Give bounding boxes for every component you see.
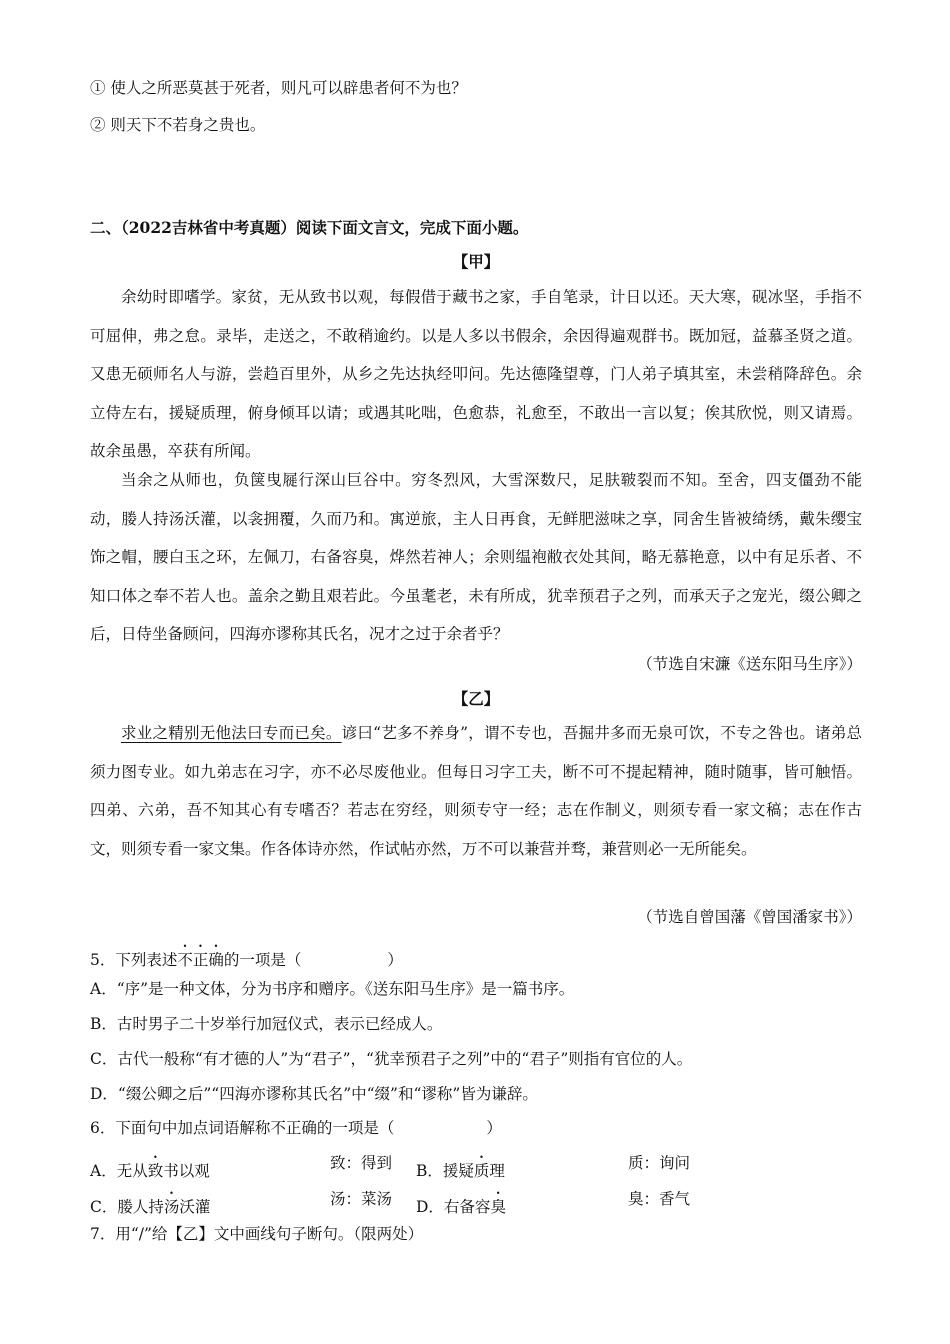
q6-option-c-answer: 汤：菜汤 — [330, 1190, 393, 1208]
q5-emphasis: 不正确 — [177, 951, 224, 969]
yi-paragraph — [90, 714, 862, 868]
underlined-sentence: 求业之精别无他法曰专而已矣。 — [121, 724, 342, 742]
yi-title: 【乙】 — [452, 689, 500, 708]
yi-paragraph-rest: 谚曰“艺多不养身”，谓不专也，吾掘井多而无泉可饮，不专之咎也。诸弟总须力图专业。如九弟志在习字，亦不必尽废他业。但每日习字工夫，断不可不提起精神，随时随事，皆可触悟。四弟、六弟，吾不知其心有专嗜否？若志在穷经，则须专守一经；志在作制义，则须专看一家文稿；志在作古文，则须专看一家文集。作各体诗亦然，作试帖亦然，万不可以兼营并骛，兼营则必一无所能矣。 — [90, 724, 862, 858]
q7-stem: 7．用“/”给【乙】文中画线句子断句。（限两处） — [90, 1225, 424, 1243]
section-heading: 二、（2022吉林省中考真题）阅读下面文言文，完成下面小题。 — [90, 218, 529, 237]
q6-option-b: B．援疑质理 — [416, 1162, 505, 1180]
q6-option-d: D．右备容臭 — [416, 1198, 506, 1216]
jia-title: 【甲】 — [452, 252, 500, 271]
q5-option-c: C．古代一般称“有才德的人”为“君子”，“犹幸预君子之列”中的“君子”则指有官位的人。 — [90, 1050, 693, 1068]
jia-paragraph-1: 余幼时即嗜学。家贫，无从致书以观，每假借于藏书之家，手自笔录，计日以还。天大寒，砚冰坚，手指不可屈伸，弗之怠。录毕，走送之，不敢稍逾约。以是人多以书假余，余因得遍观群书。既加冠，益慕圣贤之道。又患无硕师名人与游，尝趋百里外，从乡之先达执经叩问。先达德隆望尊，门人弟子填其室，未尝稍降辞色。余立侍左右，援疑质理，俯身倾耳以请；或遇其叱咄，色愈恭，礼愈至，不敢出一言以复；俟其欣悦，则又请焉。故余虽愚，卒获有所闻。 — [90, 288, 862, 460]
q6-option-d-answer: 臭：香气 — [628, 1190, 691, 1208]
prev-question-1: ① 使人之所恶莫甚于死者，则凡可以辟患者何不为也？ — [90, 79, 467, 97]
q5-option-a: A．“序”是一种文体，分为书序和赠序。《送东阳马生序》是一篇书序。 — [90, 980, 575, 998]
jia-source: （节选自宋濂《送东阳马生序》） — [637, 655, 862, 673]
q6-option-a: A．无从致书以观 — [90, 1162, 210, 1180]
q6-option-c: C．媵人持汤沃灌 — [90, 1198, 211, 1216]
q5-option-b: B．古时男子二十岁举行加冠仪式，表示已经成人。 — [90, 1015, 443, 1033]
prev-question-2: ② 则天下不若身之贵也。 — [90, 116, 266, 134]
q6-option-b-answer: 质：询问 — [628, 1154, 691, 1172]
q6-option-a-answer: 致：得到 — [330, 1154, 393, 1172]
jia-paragraph-2: 当余之从师也，负箧曳屣行深山巨谷中。穷冬烈风，大雪深数尺，足肤皲裂而不知。至舍，四支僵劲不能动，媵人持汤沃灌，以衾拥覆，久而乃和。寓逆旅，主人日再食，无鲜肥滋味之享，同舍生皆被绮绣，戴朱缨宝饰之帽，腰白玉之环，左佩刀，右备容臭，烨然若神人；余则缊袍敝衣处其间，略无慕艳意，以中有足乐者、不知口体之奉不若人也。盖余之勤且艰若此。今虽耄老，未有所成，犹幸预君子之列，而承天子之宠光，缀公卿之后，日侍坐备顾问，四海亦谬称其氏名，况才之过于余者乎？ — [90, 471, 862, 643]
q6-stem: 6．下面句中加点词语解称不正确的一项是（ ） — [90, 1119, 502, 1137]
q5-option-d: D．“缀公卿之后”“四海亦谬称其氏名”中“缀”和“谬称”皆为谦辞。 — [90, 1085, 538, 1103]
yi-source: （节选自曾国藩《曾国潘家书》） — [637, 908, 862, 926]
q5-stem: 5．下列表述不正确的一项是（ ） — [90, 951, 403, 969]
